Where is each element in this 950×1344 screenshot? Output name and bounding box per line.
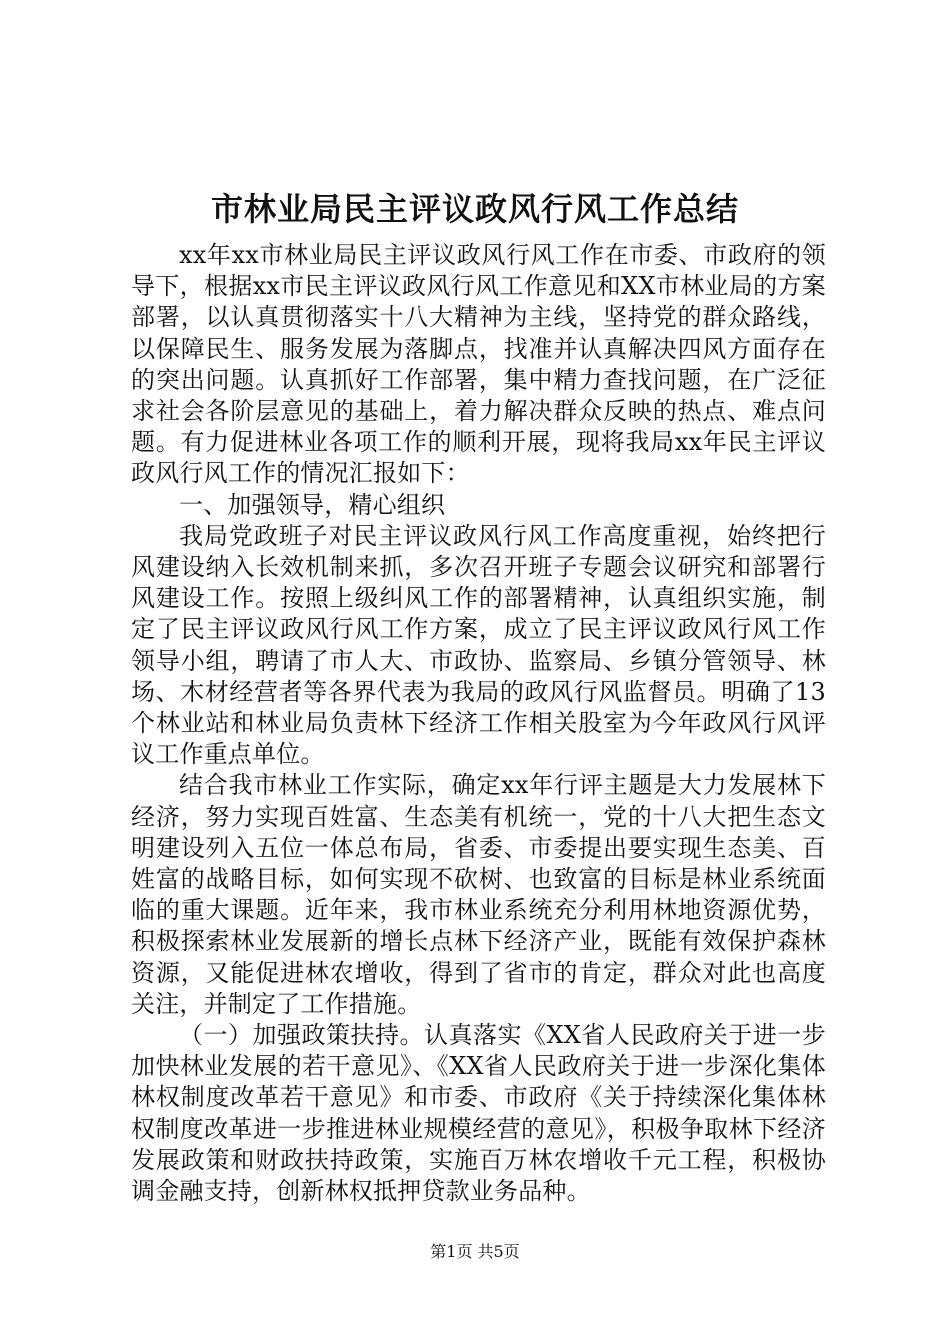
- document-title: 市林业局民主评议政风行风工作总结: [210, 190, 739, 228]
- paragraph-theme: 结合我市林业工作实际，确定xx年行评主题是大力发展林下经济，努力实现百姓富、生态美有机统一，党的十八大把生态文明建设列入五位一体总布局，省委、市委提出要实现生态美、百姓富的战略目标，如何实现不砍树、也致富的目标是林业系统面临的重大课题。近年来，我市林业系统充分利用林地资源优势，积极探索林业发展新的增长点林下经济产业，既能有效保护森林资源，又能促进林农增收，得到了省市的肯定，群众对此也高度关注，并制定了工作措施。: [131, 771, 826, 1018]
- paragraph-leadership: 我局党政班子对民主评议政风行风工作高度重视，始终把行风建设纳入长效机制来抓，多次召开班子专题会议研究和部署行风建设工作。按照上级纠风工作的部署精神，认真组织实施，制定了民主评议政风行风工作方案，成立了民主评议政风行风工作领导小组，聘请了市人大、市政协、监察局、乡镇分管领导、林场、木材经营者等各界代表为我局的政风行风监督员。明确了13个林业站和林业局负责林下经济工作相关股室为今年政风行风评议工作重点单位。: [131, 521, 826, 769]
- page-footer: 第1页 共5页: [430, 1242, 520, 1261]
- paragraph-intro: xx年xx市林业局民主评议政风行风工作在市委、市政府的领导下，根据xx市民主评议政风行风工作意见和XX市林业局的方案部署，以认真贯彻落实十八大精神为主线，坚持党的群众路线，以保障民生、服务发展为落脚点，找准并认真解决四风方面存在的突出问题。认真抓好工作部署，集中精力查找问题，在广泛征求社会各阶层意见的基础上，着力解决群众反映的热点、难点问题。有力促进林业各项工作的顺利开展，现将我局xx年民主评议政风行风工作的情况汇报如下：: [131, 241, 826, 488]
- document-body: [131, 240, 826, 1207]
- section-heading-1: 一、加强领导，精心组织: [179, 490, 446, 519]
- paragraph-policy-support: （一）加强政策扶持。认真落实《XX省人民政府关于进一步加快林业发展的若干意见》、《XX省人民政府关于进一步深化集体林权制度改革若干意见》和市委、市政府《关于持续深化集体林权制度改革进一步推进林业规模经营的意见》，积极争取林下经济发展政策和财政扶持政策，实施百万林农增收千元工程，积极协调金融支持，创新林权抵押贷款业务品种。: [131, 1021, 826, 1206]
